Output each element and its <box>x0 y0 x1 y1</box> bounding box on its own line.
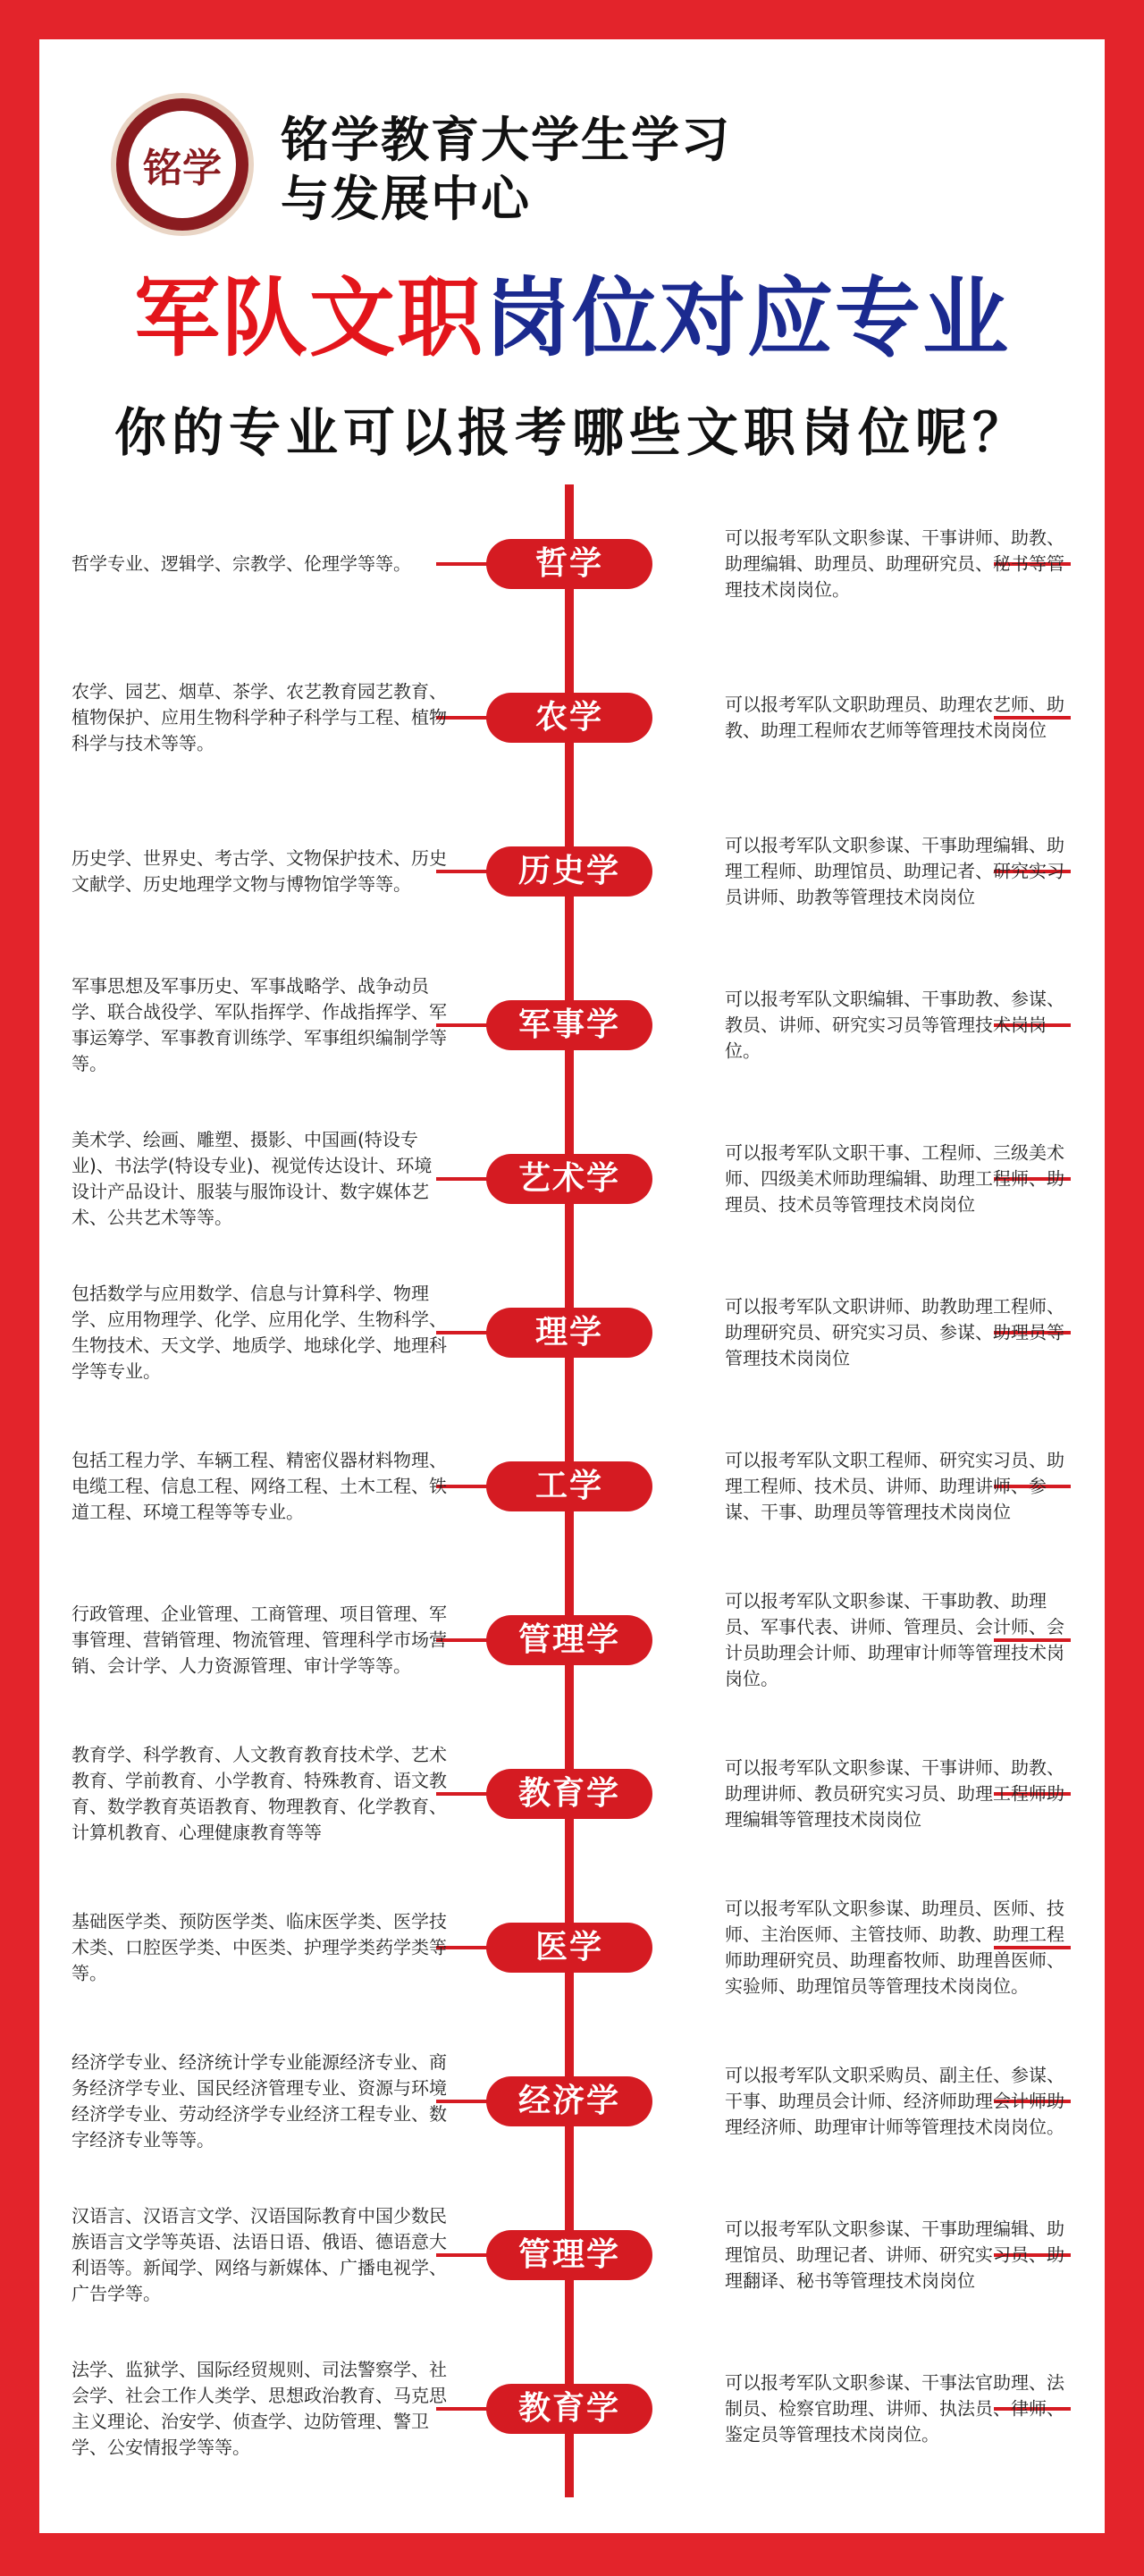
row-category-pill: 历史学 <box>486 846 652 897</box>
major-row <box>39 1103 1105 1255</box>
row-category-pill: 教育学 <box>486 1769 652 1819</box>
major-row <box>39 2025 1105 2177</box>
title-red-part: 军队文职 <box>134 268 484 368</box>
row-category-pill: 管理学 <box>486 2230 652 2280</box>
org-name-line1: 铭学教育大学生学习 <box>281 112 731 168</box>
row-jobs: 可以报考军队文职讲师、助教助理工程师、助理研究员、研究实习员、参谋、助理员等管理技术岗岗位 <box>725 1295 1064 1369</box>
row-majors: 基础医学类、预防医学类、临床医学类、医学技术类、口腔医学类、中医类、护理学类药学类等等。 <box>72 1910 447 1984</box>
row-jobs: 可以报考军队文职采购员、副主任、参谋、干事、助理员会计师、经济师助理会计师助理经济师、助理审计师等管理技术岗岗位。 <box>725 2064 1064 2138</box>
major-row <box>39 949 1105 1101</box>
row-jobs: 可以报考军队文职参谋、干事助理编辑、助理馆员、助理记者、讲师、研究实习员、助理翻译、秘书等管理技术岗岗位 <box>725 2218 1064 2292</box>
row-majors: 经济学专业、经济统计学专业能源经济专业、商务经济学专业、国民经济管理专业、资源与环境经济学专业、劳动经济学专业经济工程专业、数字经济专业等等。 <box>72 2051 447 2151</box>
major-row <box>39 1872 1105 2024</box>
major-row <box>39 488 1105 640</box>
row-category-pill: 工学 <box>486 1461 652 1511</box>
header <box>111 93 826 245</box>
row-majors: 包括数学与应用数学、信息与计算科学、物理学、应用物理学、化学、应用化学、生物科学、生物技术、天文学、地质学、地球化学、地理科学等专业。 <box>72 1283 447 1382</box>
row-jobs: 可以报考军队文职参谋、干事讲师、助教、助理编辑、助理员、助理研究员、秘书等管理技术岗岗位。 <box>725 526 1064 601</box>
row-category-pill: 医学 <box>486 1923 652 1973</box>
row-majors: 军事思想及军事历史、军事战略学、战争动员学、联合战役学、军队指挥学、作战指挥学、军事运筹学、军事教育训练学、军事组织编制学等等。 <box>72 975 447 1074</box>
row-majors: 哲学专业、逻辑学、宗教学、伦理学等等。 <box>72 552 411 575</box>
row-jobs: 可以报考军队文职参谋、干事助理编辑、助理工程师、助理馆员、助理记者、研究实习员讲师、助教等管理技术岗岗位 <box>725 834 1064 908</box>
row-jobs: 可以报考军队文职参谋、干事助教、助理员、军事代表、讲师、管理员、会计师、会计员助理会计师、助理审计师等管理技术岗岗位。 <box>725 1590 1064 1689</box>
row-majors: 汉语言、汉语言文学、汉语国际教育中国少数民族语言文学等英语、法语日语、俄语、德语意大利语等。新闻学、网络与新媒体、广播电视学、广告学等。 <box>72 2205 447 2304</box>
logo-text: 铭学 <box>129 111 236 218</box>
row-majors: 法学、监狱学、国际经贸规则、司法警察学、社会学、社会工作人类学、思想政治教育、马克思主义理论、治安学、侦查学、边防管理、警卫学、公安情报学等等。 <box>72 2359 447 2458</box>
row-jobs: 可以报考军队文职编辑、干事助教、参谋、教员、讲师、研究实习员等管理技术岗岗位。 <box>725 988 1064 1062</box>
row-majors: 包括工程力学、车辆工程、精密仪器材料物理、电缆工程、信息工程、网络工程、土木工程、铁道工程、环境工程等等专业。 <box>72 1449 447 1523</box>
major-row <box>39 1257 1105 1409</box>
org-name-line2: 与发展中心 <box>281 171 531 227</box>
row-category-pill: 教育学 <box>486 2384 652 2434</box>
major-row <box>39 1564 1105 1716</box>
major-row <box>39 796 1105 947</box>
major-row <box>39 2179 1105 2331</box>
row-majors: 行政管理、企业管理、工商管理、项目管理、军事管理、营销管理、物流管理、管理科学市场营销、会计学、人力资源管理、审计学等等。 <box>72 1603 447 1677</box>
row-jobs: 可以报考军队文职参谋、干事法官助理、法制员、检察官助理、讲师、执法员、律师、鉴定员等管理技术岗岗位。 <box>725 2371 1064 2446</box>
major-row <box>39 2333 1105 2485</box>
page-subtitle: 你的专业可以报考哪些文职岗位呢？ <box>114 402 1030 463</box>
major-row <box>39 1718 1105 1870</box>
page-title <box>39 265 1105 372</box>
row-category-pill: 管理学 <box>486 1615 652 1665</box>
row-majors: 历史学、世界史、考古学、文物保护技术、历史文献学、历史地理学文物与博物馆学等等。 <box>72 847 447 895</box>
row-jobs: 可以报考军队文职干事、工程师、三级美术师、四级美术师助理编辑、助理工程师、助理员、技术员等管理技术岗岗位 <box>725 1141 1064 1216</box>
row-majors: 美术学、绘画、雕塑、摄影、中国画(特设专业)、书法学(特设专业)、视觉传达设计、环境设计产品设计、服装与服饰设计、数字媒体艺术、公共艺术等等。 <box>72 1129 433 1228</box>
row-category-pill: 经济学 <box>486 2076 652 2126</box>
org-name <box>281 111 817 229</box>
row-majors: 农学、园艺、烟草、茶学、农艺教育园艺教育、植物保护、应用生物科学种子科学与工程、植物科学与技术等等。 <box>72 680 447 754</box>
row-jobs: 可以报考军队文职助理员、助理农艺师、助教、助理工程师农艺师等管理技术岗岗位 <box>725 694 1064 741</box>
row-category-pill: 军事学 <box>486 1000 652 1050</box>
major-row <box>39 642 1105 794</box>
row-majors: 教育学、科学教育、人文教育教育技术学、艺术教育、学前教育、小学教育、特殊教育、语文教育、数学教育英语教育、物理教育、化学教育、计算机教育、心理健康教育等等 <box>72 1744 447 1843</box>
title-blue-part: 岗位对应专业 <box>484 268 1010 368</box>
row-jobs: 可以报考军队文职参谋、干事讲师、助教、助理讲师、教员研究实习员、助理工程师助理编辑等管理技术岗岗位 <box>725 1756 1064 1831</box>
poster-panel <box>39 39 1105 2533</box>
major-row <box>39 1410 1105 1562</box>
logo-seal-icon <box>111 93 254 236</box>
row-category-pill: 艺术学 <box>486 1154 652 1204</box>
row-category-pill: 农学 <box>486 693 652 743</box>
row-category-pill: 理学 <box>486 1308 652 1358</box>
row-category-pill: 哲学 <box>486 539 652 589</box>
row-jobs: 可以报考军队文职参谋、助理员、医师、技师、主治医师、主管技师、助教、助理工程师助理研究员、助理畜牧师、助理兽医师、实验师、助理馆员等管理技术岗岗位。 <box>725 1898 1064 1997</box>
row-jobs: 可以报考军队文职工程师、研究实习员、助理工程师、技术员、讲师、助理讲师、参谋、干事、助理员等管理技术岗岗位 <box>725 1449 1064 1523</box>
